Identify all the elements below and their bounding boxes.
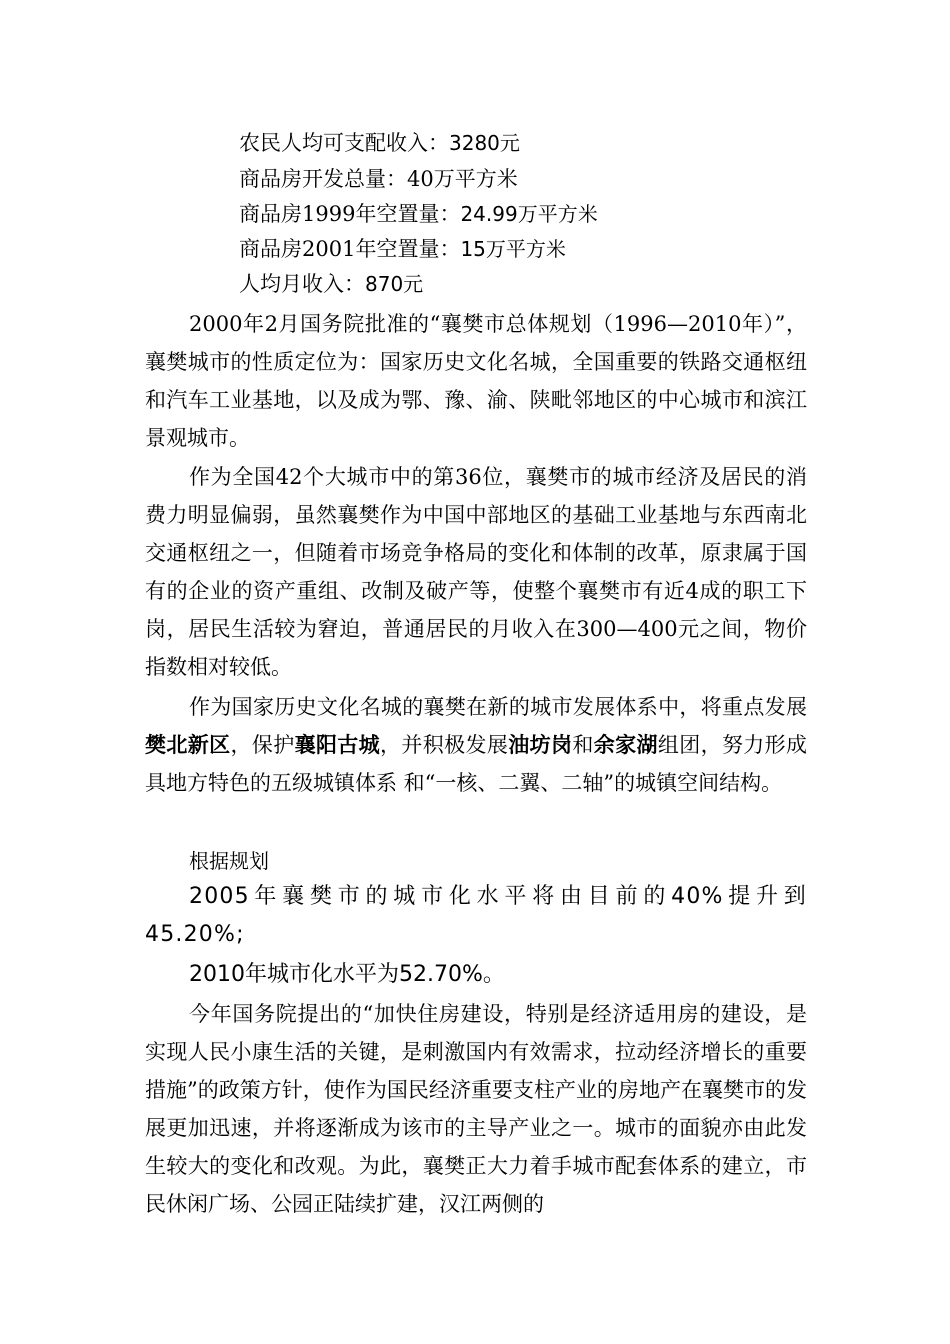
stat-label: 人均月收入： (239, 272, 365, 296)
stat-value: 3280元 (449, 131, 520, 155)
stat-vacancy-1999 (239, 199, 598, 229)
stat-label: 商品房1999年空置量： (239, 202, 461, 226)
stat-monthly-income (239, 269, 423, 299)
highlight-fanbei-district: 樊北新区 (145, 733, 231, 757)
paragraph-development-plan (145, 688, 807, 802)
text-run: 组团，努力形成具地方特色的五级城镇体系 和“一核、二翼、二轴”的城镇空间结构。 (145, 733, 808, 795)
plan-2010: 2010年城市化水平为52.70%。 (189, 962, 505, 987)
highlight-xiangyang-old-city: 襄阳古城 (294, 733, 381, 757)
highlight-youfanggang: 油坊岗 (508, 733, 573, 757)
text-run: ，保护 (230, 733, 295, 757)
paragraph-housing-policy: 今年国务院提出的“加快住房建设，特别是经济适用房的建设，是实现人民小康生活的关键，是刺激国内有效需求，拉动经济增长的重要措施”的政策方针，使作为国民经济重要支柱产业的房地产在襄樊市的发展更加迅速，并将逐渐成为该市的主导产业之一。城市的面貌亦由此发生较大的变化和改观。为此，襄樊正大力着手城市配套体系的建立，市民休闲广场、公园正陆续扩建，汉江两侧的 (145, 1002, 807, 1216)
stat-label: 商品房2001年空置量： (239, 237, 461, 261)
highlight-yujiahu: 余家湖 (593, 733, 658, 757)
paragraph-economy: 作为全国42个大城市中的第36位，襄樊市的城市经济及居民的消费力明显偏弱，虽然襄樊作为中国中部地区的基础工业基地与东西南北交通枢纽之一，但随着市场竞争格局的变化和体制的改革，原隶属于国有的企业的资产重组、改制及破产等，使整个襄樊市有近4成的职工下岗，居民生活较为窘迫，普通居民的月收入在300—400元之间，物价指数相对较低。 (145, 465, 807, 679)
plan-heading: 根据规划 (189, 849, 269, 873)
stat-value: 870元 (365, 272, 424, 296)
text-run: 和 (572, 733, 594, 757)
stat-farmer-income (239, 128, 520, 158)
paragraph-city-positioning: 2000年2月国务院批准的“襄樊市总体规划（1996—2010年）”，襄樊城市的性质定位为：国家历史文化名城，全国重要的铁路交通枢纽和汽车工业基地，以及成为鄂、豫、渝、陕毗邻地区的中心城市和滨江景观城市。 (145, 312, 807, 450)
stat-value: 15万平方米 (460, 237, 566, 261)
text-run: ，并积极发展 (380, 733, 509, 757)
stat-value: 24.99万平方米 (460, 202, 598, 226)
plan-2005: 2005年襄樊市的城市化水平将由目前的40%提升到45.20%; (145, 884, 807, 947)
stat-vacancy-2001 (239, 234, 566, 264)
stat-label: 商品房开发总量：40万平方米 (239, 167, 518, 191)
stat-label: 农民人均可支配收入： (239, 131, 449, 155)
text-run: 作为国家历史文化名城的襄樊在新的城市发展体系中，将重点发展 (189, 695, 807, 719)
stat-housing-total (239, 164, 518, 194)
